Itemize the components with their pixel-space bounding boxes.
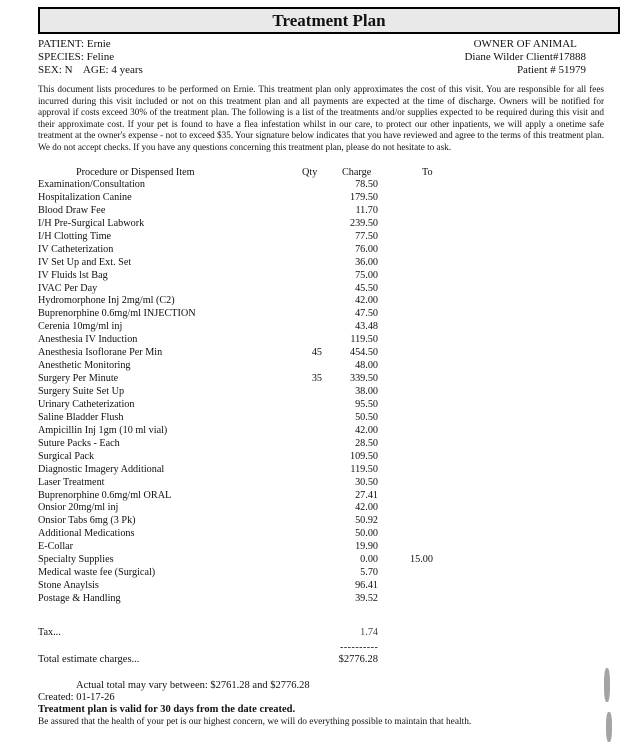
header-charge: Charge: [342, 167, 372, 178]
item-name: IV Set Up and Ext. Set: [38, 256, 132, 268]
item-name: Additional Medications: [38, 528, 135, 540]
item-charge: 19.90: [355, 541, 378, 553]
item-name: Onsior 20mg/ml inj: [38, 502, 119, 514]
created-date: Created: 01-17-26: [38, 692, 115, 703]
table-row: [38, 399, 608, 412]
item-charge: 76.00: [355, 243, 378, 255]
item-charge: 27.41: [355, 489, 378, 501]
item-charge: 30.50: [355, 476, 378, 488]
total-divider: ----------: [340, 642, 379, 653]
table-row: [38, 425, 608, 438]
item-charge: 5.70: [360, 567, 378, 579]
table-row: [38, 373, 608, 386]
item-charge: 50.92: [355, 515, 378, 527]
table-row: [38, 205, 608, 218]
table-row: [38, 580, 608, 593]
item-charge: 39.52: [355, 593, 378, 604]
item-qty: 45: [311, 347, 322, 359]
item-charge: 45.50: [355, 282, 378, 294]
tax-row: [38, 627, 383, 640]
title-text: Treatment Plan: [272, 10, 386, 30]
item-charge: 42.00: [355, 424, 378, 436]
item-charge: 50.50: [355, 411, 378, 423]
tax-value: 1.74: [360, 627, 378, 638]
item-charge: 36.00: [355, 256, 378, 268]
item-name: Urinary Catheterization: [38, 398, 135, 410]
scan-mark: [604, 668, 610, 702]
table-header: [38, 167, 608, 179]
table-row: [38, 528, 608, 541]
item-name: Postage & Handling: [38, 593, 121, 604]
item-charge: 96.41: [355, 580, 378, 592]
table-row: [38, 554, 608, 567]
table-row: [38, 295, 608, 308]
item-name: Cerenia 10mg/ml inj: [38, 321, 123, 333]
item-name: Ampicillin Inj 1gm (10 ml vial): [38, 424, 168, 436]
owner-client: Diane Wilder Client#17888: [464, 51, 586, 63]
item-charge: 95.50: [355, 398, 378, 410]
item-name: I/H Clotting Time: [38, 230, 112, 242]
item-charge: 48.00: [355, 360, 378, 372]
item-name: Hydromorphone Inj 2mg/ml (C2): [38, 295, 175, 307]
total-row: [38, 654, 383, 667]
item-charge: 28.50: [355, 437, 378, 449]
total-label: Total estimate charges...: [38, 654, 140, 665]
table-row: [38, 244, 608, 257]
owner-heading: OWNER OF ANIMAL: [473, 38, 577, 50]
item-charge: 179.50: [349, 191, 378, 203]
header-item: Procedure or Dispensed Item: [76, 167, 195, 178]
item-name: Examination/Consultation: [38, 179, 145, 190]
table-row: [38, 477, 608, 490]
item-name: Specialty Supplies: [38, 554, 114, 566]
item-name: Buprenorphine 0.6mg/ml ORAL: [38, 489, 172, 501]
footer: [38, 680, 471, 728]
table-row: [38, 192, 608, 205]
item-name: Buprenorphine 0.6mg/ml INJECTION: [38, 308, 196, 320]
item-charge: 42.00: [355, 295, 378, 307]
item-name: IV Catheterization: [38, 243, 114, 255]
item-charge: 119.50: [350, 463, 378, 475]
table-row: [38, 412, 608, 425]
table-row: [38, 541, 608, 554]
table-row: [38, 308, 608, 321]
item-to: 15.00: [410, 554, 433, 566]
scan-mark: [606, 712, 612, 742]
table-row: [38, 218, 608, 231]
item-name: Surgical Pack: [38, 450, 95, 462]
total-range: Actual total may vary between: $2761.28 and $2776.28: [76, 680, 310, 691]
table-row: [38, 515, 608, 528]
table-row: [38, 567, 608, 580]
item-name: Stone Anaylsis: [38, 580, 99, 592]
item-name: Onsior Tabs 6mg (3 Pk): [38, 515, 136, 527]
table-row: [38, 334, 608, 347]
item-charge: 239.50: [349, 217, 378, 229]
header-qty: Qty: [302, 167, 318, 178]
item-name: IV Fluids lst Bag: [38, 269, 108, 281]
item-charge: 47.50: [355, 308, 378, 320]
item-charge: 11.70: [355, 204, 378, 216]
item-charge: 77.50: [355, 230, 378, 242]
table-row: [38, 451, 608, 464]
patient-name: PATIENT: Ernie: [38, 38, 111, 50]
owner-patient-number: Patient # 51979: [516, 64, 586, 76]
item-name: Hospitalization Canine: [38, 191, 132, 203]
item-name: Diagnostic Imagery Additional: [38, 463, 165, 475]
item-charge: 339.50: [349, 373, 378, 385]
assurance-note: Be assured that the health of your pet is our highest concern, we will do everything possible to maintain that health.: [38, 717, 472, 727]
item-qty: 35: [311, 373, 322, 385]
item-name: Anesthesia IV Induction: [38, 334, 138, 346]
item-name: IVAC Per Day: [38, 282, 98, 294]
table-row: [38, 438, 608, 451]
table-row: [38, 321, 608, 334]
item-name: Saline Bladder Flush: [38, 411, 124, 423]
table-row: [38, 386, 608, 399]
table-row: [38, 464, 608, 477]
item-charge: 119.50: [350, 334, 378, 346]
item-name: Surgery Suite Set Up: [38, 386, 125, 397]
table-row: [38, 283, 608, 296]
table-row: [38, 593, 608, 606]
table-row: [38, 231, 608, 244]
patient-sex-age: SEX: N AGE: 4 years: [38, 64, 143, 76]
owner-info: [464, 38, 586, 77]
table-row: [38, 257, 608, 270]
patient-info: [38, 38, 143, 77]
item-charge: 42.00: [355, 502, 378, 514]
item-charge: 78.50: [355, 179, 378, 190]
item-name: Anesthesia Isoflorane Per Min: [38, 347, 163, 359]
item-charge: 43.48: [355, 321, 378, 333]
table-row: [38, 502, 608, 515]
treatment-table: [38, 167, 608, 606]
item-charge: 454.50: [349, 347, 378, 359]
item-name: I/H Pre-Surgical Labwork: [38, 217, 145, 229]
item-name: Medical waste fee (Surgical): [38, 567, 156, 579]
table-row: [38, 347, 608, 360]
item-name: Laser Treatment: [38, 476, 105, 488]
table-row: [38, 270, 608, 283]
validity-note: Treatment plan is valid for 30 days from the date created.: [38, 704, 296, 715]
item-name: Blood Draw Fee: [38, 204, 106, 216]
header-to: To: [422, 167, 433, 178]
item-charge: 75.00: [355, 269, 378, 281]
patient-species: SPECIES: Feline: [38, 51, 115, 63]
item-charge: 0.00: [360, 554, 378, 566]
document-title: [38, 7, 620, 34]
item-name: E-Collar: [38, 541, 74, 553]
item-name: Surgery Per Minute: [38, 373, 119, 385]
tax-label: Tax...: [38, 627, 61, 638]
item-charge: 50.00: [355, 528, 378, 540]
table-body: [38, 179, 608, 606]
table-row: [38, 179, 608, 192]
table-row: [38, 360, 608, 373]
table-row: [38, 490, 608, 503]
item-name: Anesthetic Monitoring: [38, 360, 131, 372]
item-charge: 109.50: [349, 450, 378, 462]
item-charge: 38.00: [355, 386, 378, 397]
disclaimer-paragraph: This document lists procedures to be performed on Ernie. This treatment plan only approximates the cost of this visit. You are responsible for all fees incurred during this visit included or not on this treatment plan and all payments are expected at the time of discharge. Owners will be notified for approval if costs exceed 30% of the treatment plan. The following is a list of the treatments and/or supplies expected to be required during this visit and their approximate cost. If your pet is found to have a flea infestation whilst in our care, to protect our other inpatients, we will apply a onetime safe treatment at the owner's expense - not to exceed $35. Your signature below indicates that you have reviewed and agree to the terms of this treatment plan. We do not accept checks. If you have any questions concerning this treatment plan, please do not hesitate to ask.: [38, 84, 604, 152]
total-value: $2776.28: [338, 654, 378, 665]
item-name: Suture Packs - Each: [38, 437, 120, 449]
